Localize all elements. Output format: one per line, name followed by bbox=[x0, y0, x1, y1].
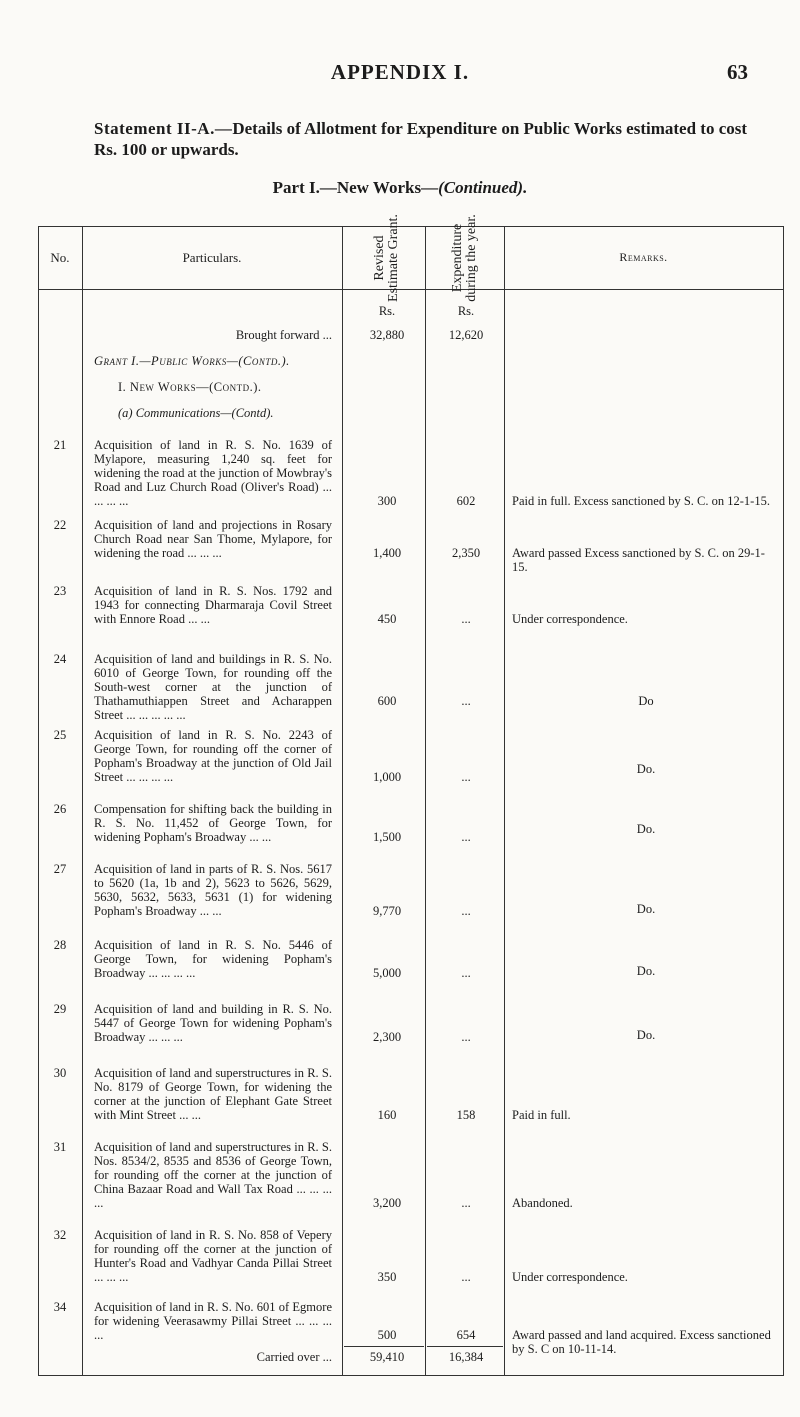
row-expenditure: ... bbox=[461, 830, 471, 844]
brought-forward-expenditure: 12,620 bbox=[448, 328, 484, 342]
brought-forward-estimate: 32,880 bbox=[369, 328, 405, 342]
row-remarks: Do. bbox=[636, 762, 656, 776]
table-right-rule bbox=[783, 226, 784, 1376]
row-remarks: Paid in full. Excess sanctioned by S. C. on 12-1-15. bbox=[512, 494, 770, 508]
row-number: 26 bbox=[53, 802, 67, 816]
row-estimate: 9,770 bbox=[372, 904, 402, 918]
part-subtitle bbox=[0, 178, 800, 198]
col-header-remarks: Remarks. bbox=[619, 250, 668, 264]
row-expenditure: 654 bbox=[456, 1328, 476, 1342]
row-estimate: 160 bbox=[377, 1108, 397, 1122]
row-particulars: Compensation for shifting back the building in R. S. No. 11,452 of George Town, for widening Popham's Broadway ... ... bbox=[94, 802, 332, 844]
row-estimate: 350 bbox=[377, 1270, 397, 1284]
row-number: 29 bbox=[53, 1002, 67, 1016]
section-new-works: I. New Works—(Contd.). bbox=[118, 380, 262, 394]
col-header-expenditure: Expenditure during the year. bbox=[450, 214, 479, 302]
row-number: 23 bbox=[53, 584, 67, 598]
row-number: 31 bbox=[53, 1140, 67, 1154]
row-particulars: Acquisition of land in R. S. No. 2243 of George Town, for rounding off the corner of Popham's Broadway at the junction of Old Jail Street ... ... ... ... bbox=[94, 728, 332, 784]
row-particulars: Acquisition of land and building in R. S. No. 5447 of George Town for widening Popham's Broadway ... ... ... bbox=[94, 1002, 332, 1044]
row-remarks: Do. bbox=[636, 1028, 656, 1042]
section-communications: (a) Communications—(Contd). bbox=[118, 406, 274, 420]
row-remarks: Abandoned. bbox=[512, 1196, 573, 1210]
row-remarks: Award passed Excess sanctioned by S. C. on 29-1-15. bbox=[512, 546, 765, 574]
part-subtitle-continued: (Continued). bbox=[438, 178, 528, 197]
row-particulars: Acquisition of land in parts of R. S. Nos. 5617 to 5620 (1a, 1b and 2), 5623 to 5626, 5629, 5630, 5632, 5633, 5631 (1) for widening Popham's Broadway ... ... bbox=[94, 862, 332, 918]
row-particulars: Acquisition of land and superstructures in R. S. Nos. 8534/2, 8535 and 8536 of George Town, for rounding off the corner at the junction of China Bazaar Road and Wall Tax Road ... ... ... ... bbox=[94, 1140, 332, 1210]
row-remarks: Do. bbox=[636, 964, 656, 978]
row-number: 25 bbox=[53, 728, 67, 742]
row-estimate: 1,000 bbox=[372, 770, 402, 784]
row-remarks: Do. bbox=[636, 822, 656, 836]
row-expenditure: ... bbox=[461, 1030, 471, 1044]
statement-title-lead: Statement II-A.— bbox=[94, 119, 233, 138]
row-number: 22 bbox=[53, 518, 67, 532]
statement-title-text: Details of Allotment for Expenditure on Public Works estimated to cost Rs. 100 or upwards. bbox=[94, 119, 748, 159]
col-header-no: No. bbox=[50, 250, 70, 265]
row-particulars: Acquisition of land in R. S. No. 5446 of George Town, for widening Popham's Broadway ... ... ... ... bbox=[94, 938, 332, 980]
row-number: 34 bbox=[53, 1300, 67, 1314]
row-expenditure: ... bbox=[461, 694, 471, 708]
row-expenditure: ... bbox=[461, 904, 471, 918]
row-particulars: Acquisition of land and buildings in R. S. No. 6010 of George Town, for rounding off the South-west corner at the junction of Thathamuthiappen Street and Acharappen Street ... ... ... ... ... bbox=[94, 652, 332, 722]
row-estimate: 1,400 bbox=[372, 546, 402, 560]
row-expenditure: 158 bbox=[456, 1108, 476, 1122]
expenditure-unit: Rs. bbox=[457, 304, 475, 318]
row-particulars: Acquisition of land in R. S. No. 858 of Vepery for rounding off the corner at the junction of Hunter's Road and Vadhyar Canda Pillai Street ... ... ... bbox=[94, 1228, 332, 1284]
row-remarks: Award passed and land acquired. Excess sanctioned by S. C on 10-11-14. bbox=[512, 1328, 771, 1356]
table-bottom-rule bbox=[38, 1375, 784, 1376]
works-table bbox=[38, 214, 784, 1376]
estimate-unit: Rs. bbox=[378, 304, 396, 318]
table-header-rule bbox=[38, 289, 784, 290]
table-top-rule bbox=[38, 226, 784, 227]
row-expenditure: 2,350 bbox=[451, 546, 481, 560]
row-particulars: Acquisition of land in R. S. Nos. 1792 and 1943 for connecting Dharmaraja Covil Street with Ennore Road ... ... bbox=[94, 584, 332, 626]
carried-over-expenditure: 16,384 bbox=[448, 1350, 484, 1364]
page-number: 63 bbox=[727, 60, 748, 84]
col-rule-estimate bbox=[425, 226, 426, 1376]
row-remarks: Do bbox=[638, 694, 654, 708]
row-expenditure: 602 bbox=[456, 494, 476, 508]
row-estimate: 1,500 bbox=[372, 830, 402, 844]
row-remarks: Under correspondence. bbox=[512, 612, 628, 626]
table-left-rule bbox=[38, 226, 39, 1376]
row-expenditure: ... bbox=[461, 1196, 471, 1210]
row-estimate: 5,000 bbox=[372, 966, 402, 980]
row-particulars: Acquisition of land in R. S. No. 1639 of Mylapore, measuring 1,240 sq. feet for widening the road at the junction of Mowbray's Road and Luz Church Road (Oliver's Road) ... ... ... ... bbox=[94, 438, 332, 508]
row-number: 28 bbox=[53, 938, 67, 952]
col-rule-expenditure bbox=[504, 226, 505, 1376]
row-remarks: Do. bbox=[636, 902, 656, 916]
row-expenditure: ... bbox=[461, 1270, 471, 1284]
row-particulars: Acquisition of land in R. S. No. 601 of Egmore for widening Veerasawmy Pillai Street ... ... ... ... bbox=[94, 1300, 332, 1342]
col-header-estimate: Revised Estimate Grant. bbox=[372, 214, 401, 302]
row-number: 32 bbox=[53, 1228, 67, 1242]
row-estimate: 3,200 bbox=[372, 1196, 402, 1210]
row-estimate: 2,300 bbox=[372, 1030, 402, 1044]
appendix-heading: APPENDIX I. bbox=[330, 60, 470, 84]
carried-over-label: Carried over ... bbox=[256, 1350, 332, 1364]
part-subtitle-main: Part I.—New Works— bbox=[272, 178, 439, 197]
row-number: 21 bbox=[53, 438, 67, 452]
row-number: 27 bbox=[53, 862, 67, 876]
row-number: 30 bbox=[53, 1066, 67, 1080]
brought-forward-label: Brought forward ... bbox=[235, 328, 332, 342]
col-header-particulars: Particulars. bbox=[182, 250, 242, 265]
row-estimate: 300 bbox=[377, 494, 397, 508]
row-expenditure: ... bbox=[461, 966, 471, 980]
col-rule-no bbox=[82, 226, 83, 1376]
row-estimate: 450 bbox=[377, 612, 397, 626]
section-grant: Grant I.—Public Works—(Contd.). bbox=[94, 354, 290, 368]
estimate-total-rule bbox=[344, 1346, 424, 1347]
row-particulars: Acquisition of land and projections in Rosary Church Road near San Thome, Mylapore, for widening the road ... ... ... bbox=[94, 518, 332, 560]
row-remarks: Paid in full. bbox=[512, 1108, 571, 1122]
row-particulars: Acquisition of land and superstructures in R. S. No. 8179 of George Town, for widening the corner at the junction of Elephant Gate Street with Mint Street ... ... bbox=[94, 1066, 332, 1122]
col-rule-particulars bbox=[342, 226, 343, 1376]
row-expenditure: ... bbox=[461, 770, 471, 784]
statement-title bbox=[94, 118, 754, 160]
row-number: 24 bbox=[53, 652, 67, 666]
row-estimate: 500 bbox=[377, 1328, 397, 1342]
expenditure-total-rule bbox=[427, 1346, 503, 1347]
carried-over-estimate: 59,410 bbox=[369, 1350, 405, 1364]
row-expenditure: ... bbox=[461, 612, 471, 626]
row-estimate: 600 bbox=[377, 694, 397, 708]
row-remarks: Under correspondence. bbox=[512, 1270, 628, 1284]
